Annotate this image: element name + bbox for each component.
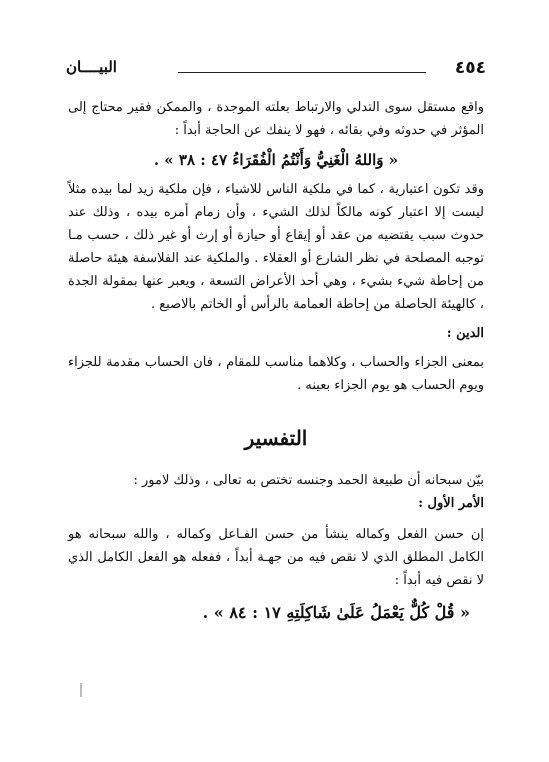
quran-verse-shakila: « قُلْ كُلٌّ يَعْمَلُ عَلَىٰ شَاكِلَتِهِ ١٧ : ٨٤ » . — [202, 603, 470, 622]
paragraph-contingent-being: واقع مستقل سوى التدلي والارتباط بعلته الموجدة ، والممكن فقير محتاج إلى المؤثر في حدوثه وفي بقائه ، فهو لا ينفك عن الحاجة أبداً : — [68, 100, 484, 138]
header-rule — [178, 72, 426, 73]
quran-verse-ghani: « وَاللهُ الْغَنِيُّ وَأَنْتُمُ الْفُقَرَاءُ ٤٧ : ٣٨ » . — [153, 151, 399, 169]
running-head: البيــــان — [66, 58, 117, 76]
page-number: ٤٥٤ — [454, 58, 486, 78]
paragraph-perfect-agent: إن حسن الفعل وكماله ينشأ من حسن الفـاعل وكماله ، والله سبحانه هو الكامل المطلق الذي لا نقص فيه من جهـة أبداً ، ففعله هو الفعل الكامل الذي لا نقص فيه أبداً : — [68, 527, 484, 588]
paragraph-din-meaning: بمعنى الجزاء والحساب ، وكلاهما مناسب للمقام ، فان الحساب مقدمة للجزاء ويوم الحساب هو يوم الجزاء بعينه . — [68, 355, 484, 393]
paragraph-praise: بيّن سبحانه أن طبيعة الحمد وجنسه تختص به تعالى ، وذلك لامور : — [133, 473, 484, 488]
margin-mark — [80, 683, 82, 697]
page-body — [68, 96, 484, 630]
page-header — [66, 58, 486, 84]
paragraph-ownership: وقد تكون اعتبارية ، كما في ملكية الناس للاشياء ، فإن ملكية زيد لما بيده مثلاً ليست إلا اعتبار كونه مالكاً لذلك الشيء ، وأن زمام أمره بيده ، وذلك عند حدوث سبب يقتضيه من عقد أو إيقاع أو حيازة أو إرث أو غير ذلك ، حسب مـا توجبه المصلحة في نظر الشارع أو العقلاء . والملكية عند الفلاسفة هيئة حاصلة من إحاطة شيء بشيء ، وهي أحد الأعراض التسعة ، ويعبر عنها بمقولة الجدة ، كالهيئة الحاصلة من إحاطة العمامة بالرأس أو الخاتم بالاصبع . — [68, 182, 484, 312]
heading-din: الدين : — [446, 326, 484, 341]
heading-first-matter: الأمر الأول : — [418, 496, 484, 511]
section-title-tafsir: التفسير — [244, 426, 308, 450]
